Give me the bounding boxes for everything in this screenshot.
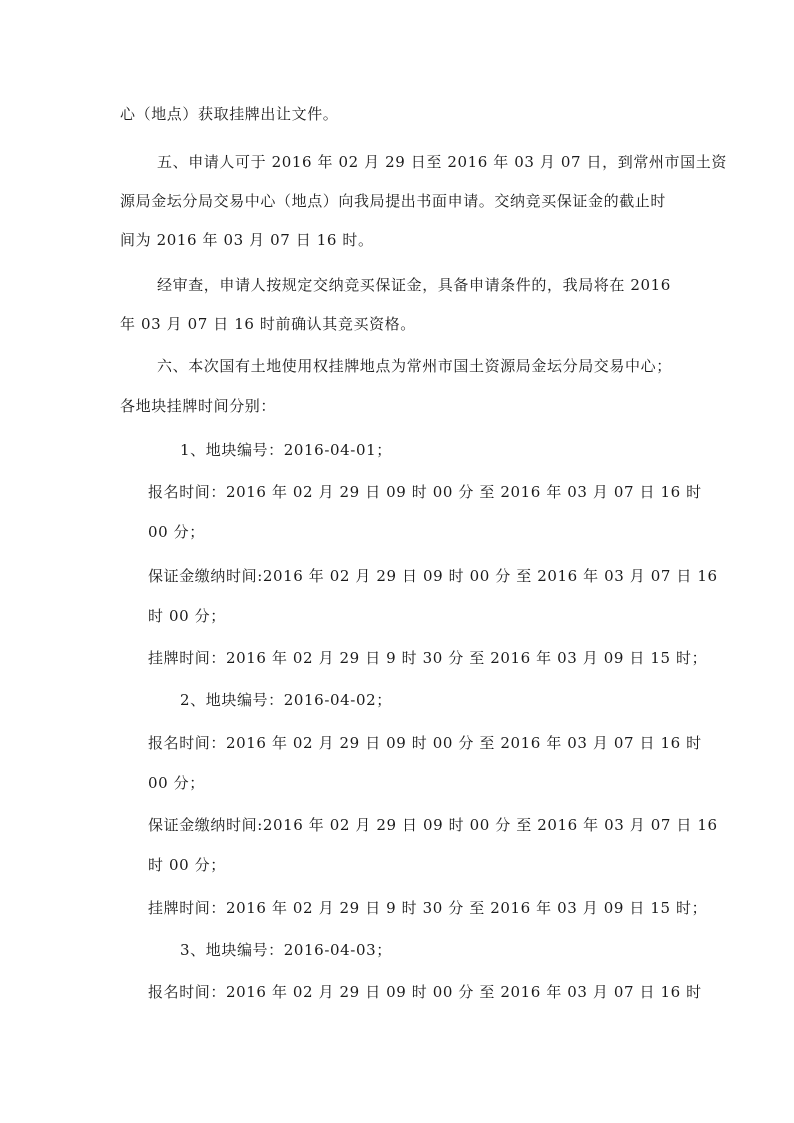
deposit-time-line: 保证金缴纳时间:2016 年 02 月 29 日 09 时 00 分 至 2016 年 03 月 07 日 16 (148, 816, 718, 834)
paragraph-line: 心（地点）获取挂牌出让文件。 (120, 105, 339, 123)
registration-time-line: 00 分； (148, 774, 205, 792)
paragraph-line: 年 03 月 07 日 16 时前确认其竞买资格。 (120, 315, 416, 333)
registration-time-line: 报名时间：2016 年 02 月 29 日 09 时 00 分 至 2016 年 03 月 07 日 16 时 (148, 983, 702, 1001)
registration-time-line: 00 分； (148, 523, 205, 541)
paragraph-line: 源局金坛分局交易中心（地点）向我局提出书面申请。交纳竞买保证金的截止时 (120, 192, 667, 210)
paragraph-line: 各地块挂牌时间分别： (120, 397, 277, 415)
deposit-time-line: 时 00 分； (148, 856, 226, 874)
registration-time-line: 报名时间：2016 年 02 月 29 日 09 时 00 分 至 2016 年 03 月 07 日 16 时 (148, 483, 702, 501)
listing-time-line: 挂牌时间：2016 年 02 月 29 日 9 时 30 分 至 2016 年 03 月 09 日 15 时； (148, 649, 708, 667)
listing-time-line: 挂牌时间：2016 年 02 月 29 日 9 时 30 分 至 2016 年 03 月 09 日 15 时； (148, 899, 708, 917)
paragraph-line: 六、本次国有土地使用权挂牌地点为常州市国土资源局金坛分局交易中心； (157, 357, 672, 375)
paragraph-line: 五、申请人可于 2016 年 02 月 29 日至 2016 年 03 月 07 日，到常州市国土资 (157, 153, 727, 171)
paragraph-line: 经审查，申请人按规定交纳竞买保证金，具备申请条件的，我局将在 2016 (157, 276, 671, 294)
plot-number-heading: 2、地块编号：2016-04-02； (180, 691, 392, 709)
deposit-time-line: 时 00 分； (148, 607, 226, 625)
plot-number-heading: 3、地块编号：2016-04-03； (180, 941, 392, 959)
registration-time-line: 报名时间：2016 年 02 月 29 日 09 时 00 分 至 2016 年 03 月 07 日 16 时 (148, 734, 702, 752)
plot-number-heading: 1、地块编号：2016-04-01； (180, 441, 392, 459)
paragraph-line: 间为 2016 年 03 月 07 日 16 时。 (120, 231, 374, 249)
deposit-time-line: 保证金缴纳时间:2016 年 02 月 29 日 09 时 00 分 至 2016 年 03 月 07 日 16 (148, 567, 718, 585)
